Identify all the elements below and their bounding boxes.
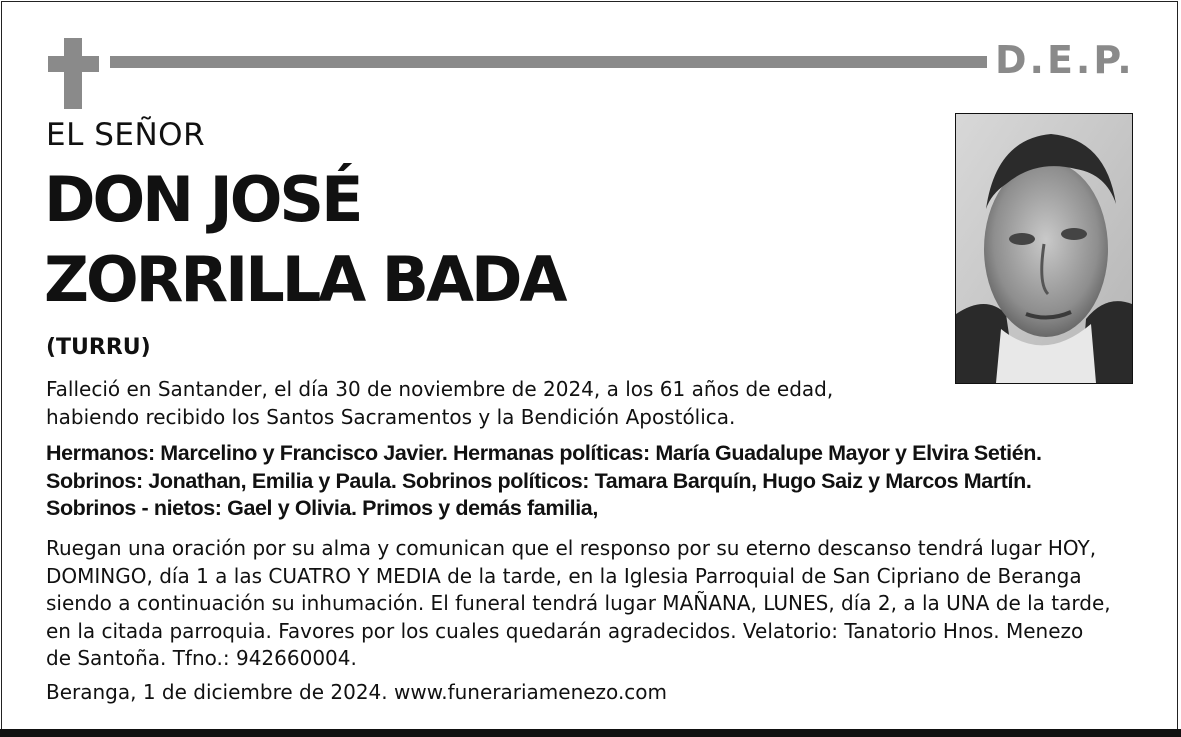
bottom-rule	[0, 729, 1181, 737]
nickname: (TURRU)	[46, 335, 151, 360]
service-line: Ruegan una oración por su alma y comunican que el responso por su eterno descanso tendrá lugar HOY,	[46, 536, 1097, 560]
name-line-1: DON JOSÉ	[44, 163, 361, 236]
title-prefix: EL SEÑOR	[46, 117, 206, 153]
family-paragraph	[46, 440, 1042, 523]
cross-icon	[48, 38, 99, 109]
header-rule	[110, 56, 987, 68]
name-line-2: ZORRILLA BADA	[44, 243, 565, 316]
family-line: Sobrinos: Jonathan, Emilia y Paula. Sobrinos políticos: Tamara Barquín, Hugo Saiz y Marcos Martín.	[46, 468, 1032, 493]
death-paragraph	[46, 375, 833, 431]
service-line: en la citada parroquia. Favores por los cuales quedarán agradecidos. Velatorio: Tanatorio Hnos. Menezo	[46, 618, 1084, 643]
portrait-photo	[955, 113, 1133, 384]
dep-badge: D.E.P.	[995, 38, 1135, 82]
service-line: de Santoña. Tfno.: 942660004.	[46, 646, 357, 670]
service-line: DOMINGO, día 1 a las CUATRO Y MEDIA de la tarde, en la Iglesia Parroquial de San Cipriano de Beranga	[46, 563, 1082, 588]
service-line: siendo a continuación su inhumación. El funeral tendrá lugar MAÑANA, LUNES, día 2, a la UNA de la tarde,	[46, 591, 1111, 615]
footer-line: Beranga, 1 de diciembre de 2024. www.funerariamenezo.com	[46, 680, 668, 704]
death-line: habiendo recibido los Santos Sacramentos y la Bendición Apostólica.	[46, 405, 736, 429]
service-paragraph	[46, 535, 1111, 673]
death-line: Falleció en Santander, el día 30 de noviembre de 2024, a los 61 años de edad,	[46, 377, 834, 401]
deceased-name	[44, 160, 564, 320]
family-line: Sobrinos - nietos: Gael y Olivia. Primos y demás familia,	[46, 496, 598, 520]
family-line: Hermanos: Marcelino y Francisco Javier. Hermanas políticas: María Guadalupe Mayor y Elvira Setién.	[46, 441, 1042, 465]
